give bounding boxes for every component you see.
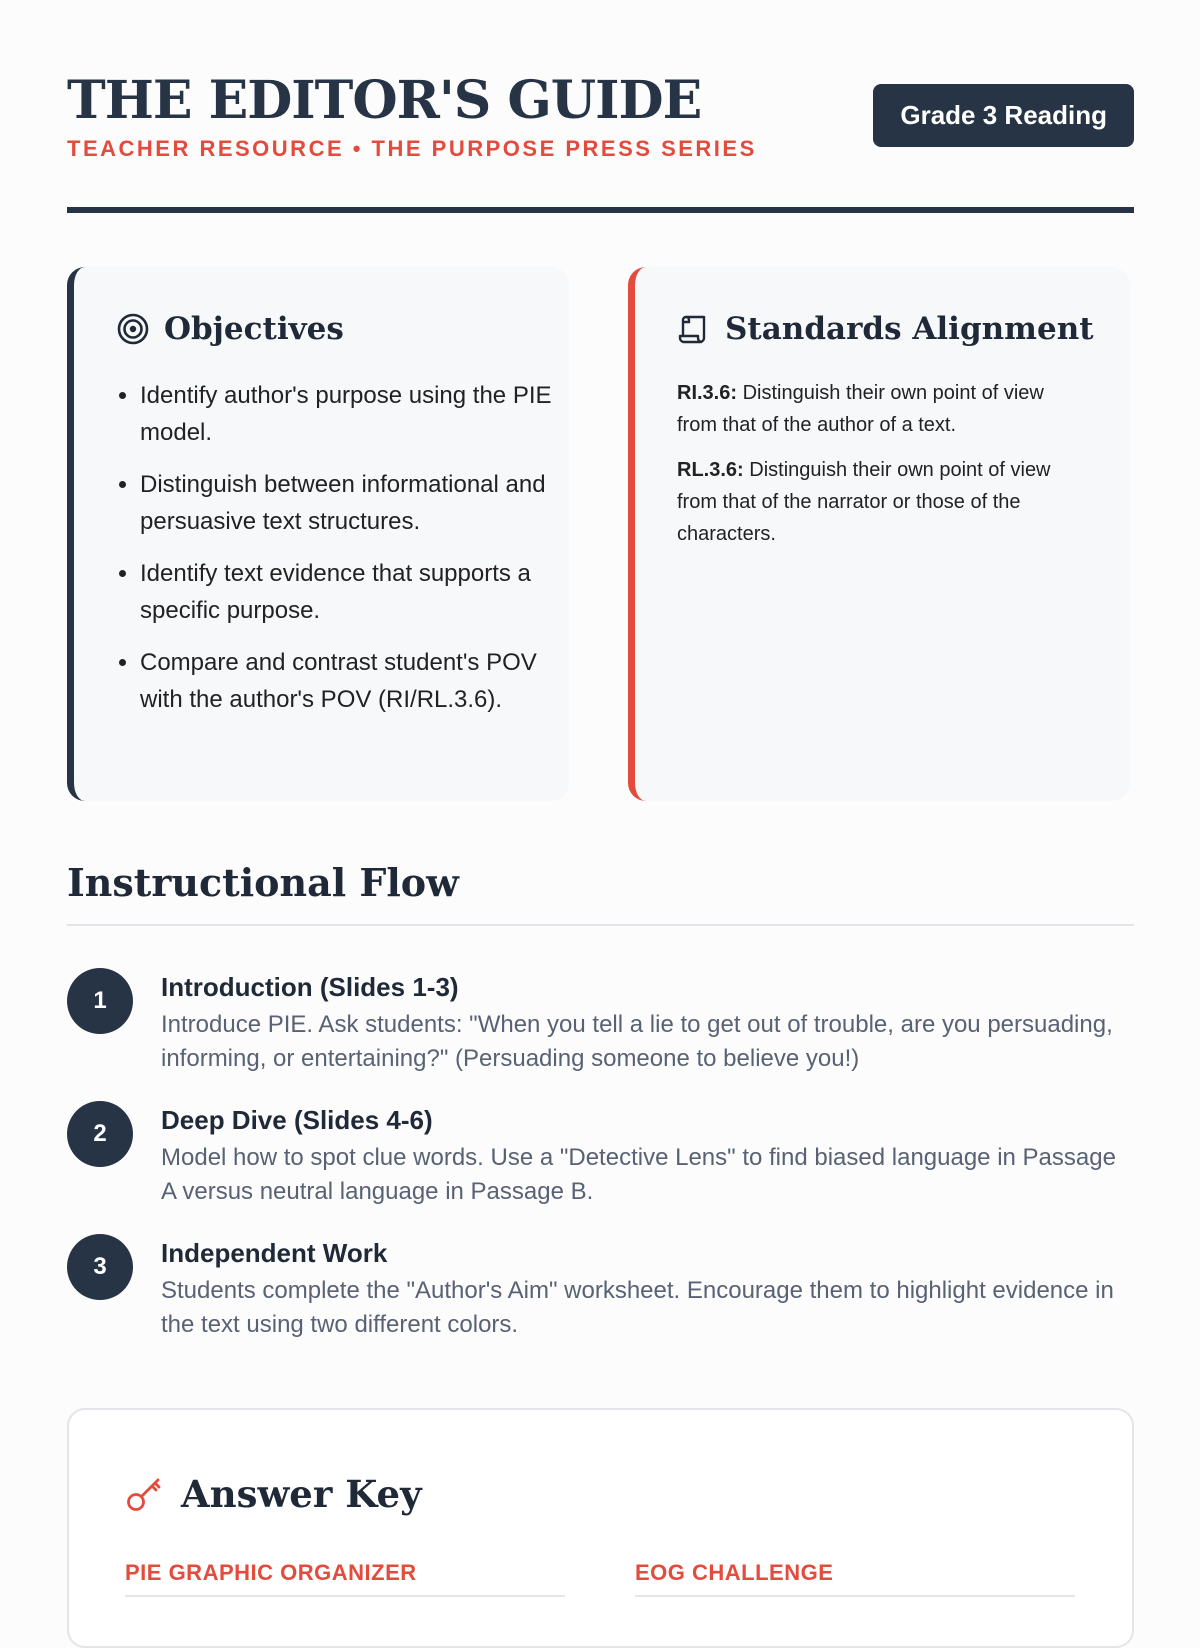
header-divider xyxy=(67,207,1134,213)
target-icon xyxy=(116,312,150,346)
standard-code: RL.3.6: xyxy=(677,459,744,481)
flow-divider xyxy=(67,924,1134,926)
answer-key-column-divider xyxy=(125,1595,565,1597)
standards-list xyxy=(677,377,1087,563)
objectives-list xyxy=(116,377,570,733)
standard-text: Distinguish their own point of view from that of the author of a text. xyxy=(677,382,1044,436)
step-number: 3 xyxy=(67,1234,133,1300)
answer-key-heading: Answer Key xyxy=(181,1472,422,1516)
objective-item: • Identify author's purpose using the PIE model. xyxy=(140,377,570,451)
step-title: Deep Dive (Slides 4-6) xyxy=(161,1105,433,1135)
standards-heading: Standards Alignment xyxy=(725,311,1094,347)
page-header xyxy=(67,0,1134,214)
key-icon xyxy=(125,1474,165,1514)
objective-item: • Distinguish between informational and persuasive text structures. xyxy=(140,466,570,540)
answer-key-column-label: PIE GRAPHIC ORGANIZER xyxy=(125,1560,417,1585)
standards-card xyxy=(628,267,1130,801)
answer-key-column xyxy=(125,1560,565,1597)
standard-code: RI.3.6: xyxy=(677,382,738,404)
answer-key-card xyxy=(67,1408,1134,1648)
step-description: Model how to spot clue words. Use a "Detective Lens" to find biased language in Passage A versus neutral language in Passage B. xyxy=(161,1144,1116,1205)
scroll-icon xyxy=(677,312,711,346)
standard-item xyxy=(677,454,1087,550)
instructional-flow-heading: Instructional Flow xyxy=(67,860,459,905)
objectives-card xyxy=(67,267,569,801)
objective-item: • Compare and contrast student's POV with the author's POV (RI/RL.3.6). xyxy=(140,644,570,718)
standard-item xyxy=(677,377,1087,441)
step-number: 2 xyxy=(67,1101,133,1167)
objectives-heading: Objectives xyxy=(164,311,344,347)
step-number: 1 xyxy=(67,968,133,1034)
answer-key-column xyxy=(635,1560,1075,1597)
standards-heading-row xyxy=(677,311,1094,347)
objective-item: • Identify text evidence that supports a specific purpose. xyxy=(140,555,570,629)
step-description: Introduce PIE. Ask students: "When you tell a lie to get out of trouble, are you persuading, informing, or entertaining?" (Persuading someone to believe you!) xyxy=(161,1011,1113,1072)
page-subtitle: TEACHER RESOURCE • THE PURPOSE PRESS SERIES xyxy=(67,136,757,161)
step-description: Students complete the "Author's Aim" worksheet. Encourage them to highlight evidence in the text using two different colors. xyxy=(161,1277,1114,1338)
page-title: THE EDITOR'S GUIDE xyxy=(67,70,702,131)
step-title: Independent Work xyxy=(161,1238,388,1268)
grade-badge: Grade 3 Reading xyxy=(873,84,1134,147)
step-title: Introduction (Slides 1-3) xyxy=(161,972,459,1002)
objectives-heading-row xyxy=(116,311,344,347)
standard-text: Distinguish their own point of view from that of the narrator or those of the characters. xyxy=(677,459,1051,545)
answer-key-column-label: EOG CHALLENGE xyxy=(635,1560,834,1585)
teacher-guide-page xyxy=(67,0,1134,1585)
answer-key-heading-row xyxy=(125,1472,422,1516)
answer-key-column-divider xyxy=(635,1595,1075,1597)
